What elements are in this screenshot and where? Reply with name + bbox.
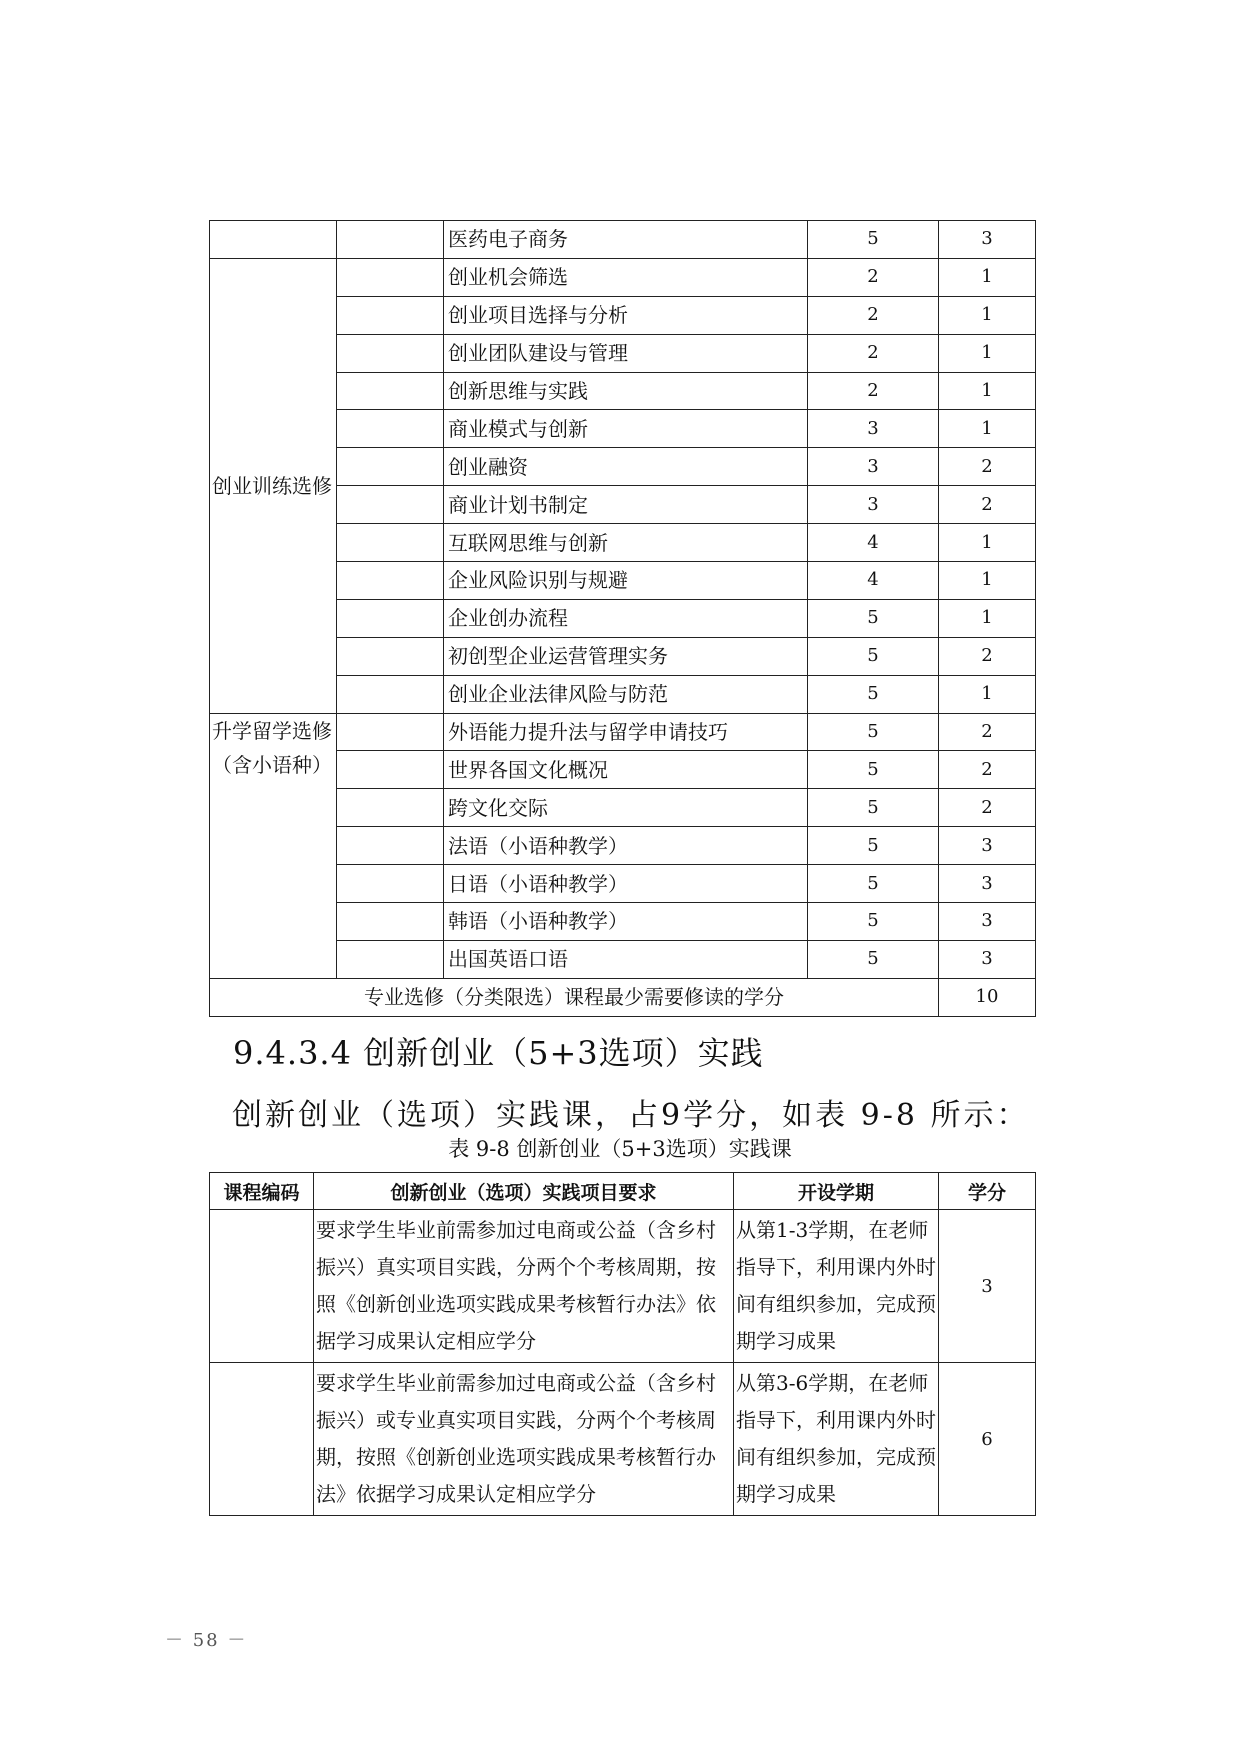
- semester-cell: 4: [808, 562, 939, 600]
- semester-cell: 2: [808, 372, 939, 410]
- total-row: [210, 978, 1036, 1016]
- credit-cell: 1: [939, 524, 1036, 562]
- header-semester: 开设学期: [734, 1173, 939, 1210]
- code-cell: [337, 486, 444, 524]
- course-name: 企业创办流程: [444, 599, 808, 637]
- table-row: [210, 258, 1036, 296]
- course-name: 外语能力提升法与留学申请技巧: [444, 713, 808, 751]
- code-cell: [337, 865, 444, 903]
- code-cell: [337, 296, 444, 334]
- course-name: 创业机会筛选: [444, 258, 808, 296]
- credit-cell: 1: [939, 562, 1036, 600]
- credit-cell: 3: [939, 221, 1036, 259]
- header-credit: 学分: [939, 1173, 1036, 1210]
- course-name: 日语（小语种教学）: [444, 865, 808, 903]
- course-name: 医药电子商务: [444, 221, 808, 259]
- course-name: 出国英语口语: [444, 940, 808, 978]
- code-cell: [337, 940, 444, 978]
- code-cell: [337, 221, 444, 259]
- category-startup-training: 创业训练选修: [210, 258, 337, 713]
- header-course-code: 课程编码: [210, 1173, 314, 1210]
- course-name: 法语（小语种教学）: [444, 827, 808, 865]
- semester-text: 从第3-6学期，在老师指导下，利用课内外时间有组织参加，完成预期学习成果: [736, 1371, 936, 1506]
- practice-course-table: [209, 1172, 1036, 1516]
- credit-cell: 2: [939, 751, 1036, 789]
- code-cell: [337, 258, 444, 296]
- credit-cell: 2: [939, 637, 1036, 675]
- page-number: － 58 －: [165, 1630, 248, 1651]
- credit-cell: 6: [939, 1363, 1036, 1516]
- semester-cell: 5: [808, 940, 939, 978]
- requirement-cell: [314, 1363, 734, 1516]
- semester-cell: 2: [808, 296, 939, 334]
- semester-cell: 5: [808, 675, 939, 713]
- course-code-cell: [210, 1210, 314, 1363]
- table-row: [210, 1363, 1036, 1516]
- credit-cell: 3: [939, 865, 1036, 903]
- table-header-row: [210, 1173, 1036, 1210]
- semester-text: 从第1-3学期，在老师指导下，利用课内外时间有组织参加，完成预期学习成果: [736, 1218, 936, 1353]
- course-name: 世界各国文化概况: [444, 751, 808, 789]
- course-name: 创业企业法律风险与防范: [444, 675, 808, 713]
- semester-cell: 5: [808, 865, 939, 903]
- course-name: 初创型企业运营管理实务: [444, 637, 808, 675]
- elective-course-table: [209, 220, 1036, 1017]
- semester-cell: 3: [808, 410, 939, 448]
- course-name: 创业融资: [444, 448, 808, 486]
- credit-cell: 1: [939, 296, 1036, 334]
- semester-cell: 5: [808, 637, 939, 675]
- credit-cell: 1: [939, 372, 1036, 410]
- semester-cell: 5: [808, 789, 939, 827]
- category-cell: [210, 221, 337, 259]
- semester-cell: 2: [808, 258, 939, 296]
- table-row: [210, 1210, 1036, 1363]
- code-cell: [337, 448, 444, 486]
- code-cell: [337, 789, 444, 827]
- credit-cell: 1: [939, 675, 1036, 713]
- semester-cell: [734, 1210, 939, 1363]
- course-name: 企业风险识别与规避: [444, 562, 808, 600]
- table-caption: 表 9-8 创新创业（5+3选项）实践课: [448, 1137, 792, 1161]
- credit-cell: 2: [939, 448, 1036, 486]
- semester-cell: 3: [808, 486, 939, 524]
- course-name: 创业团队建设与管理: [444, 334, 808, 372]
- section-paragraph: 创新创业（选项）实践课，占9学分，如表 9-8 所示：: [232, 1098, 1030, 1133]
- credit-cell: 3: [939, 827, 1036, 865]
- semester-cell: 5: [808, 751, 939, 789]
- section-heading: 9.4.3.4 创新创业（5+3选项）实践: [233, 1034, 764, 1072]
- credit-cell: 1: [939, 258, 1036, 296]
- total-credit-label: 专业选修（分类限选）课程最少需要修读的学分: [210, 978, 939, 1016]
- code-cell: [337, 410, 444, 448]
- credit-cell: 1: [939, 599, 1036, 637]
- course-name: 创新思维与实践: [444, 372, 808, 410]
- requirement-text: 要求学生毕业前需参加过电商或公益（含乡村振兴）真实项目实践，分两个个考核周期，按照《创新创业选项实践成果考核暂行办法》依据学习成果认定相应学分: [316, 1218, 716, 1353]
- semester-cell: 5: [808, 903, 939, 941]
- code-cell: [337, 751, 444, 789]
- code-cell: [337, 903, 444, 941]
- table-row: [210, 713, 1036, 751]
- credit-cell: 2: [939, 789, 1036, 827]
- category-further-study: 升学留学选修（含小语种）: [210, 713, 337, 978]
- code-cell: [337, 827, 444, 865]
- credit-cell: 2: [939, 486, 1036, 524]
- semester-cell: 5: [808, 713, 939, 751]
- course-name: 韩语（小语种教学）: [444, 903, 808, 941]
- credit-cell: 3: [939, 940, 1036, 978]
- requirement-text: 要求学生毕业前需参加过电商或公益（含乡村振兴）或专业真实项目实践，分两个个考核周期，按照《创新创业选项实践成果考核暂行办法》依据学习成果认定相应学分: [316, 1371, 716, 1506]
- course-name: 商业模式与创新: [444, 410, 808, 448]
- semester-cell: 3: [808, 448, 939, 486]
- semester-cell: 5: [808, 221, 939, 259]
- header-requirement: 创新创业（选项）实践项目要求: [314, 1173, 734, 1210]
- semester-cell: [734, 1363, 939, 1516]
- course-name: 互联网思维与创新: [444, 524, 808, 562]
- course-code-cell: [210, 1363, 314, 1516]
- credit-cell: 1: [939, 334, 1036, 372]
- semester-cell: 4: [808, 524, 939, 562]
- total-credit-value: 10: [939, 978, 1036, 1016]
- credit-cell: 2: [939, 713, 1036, 751]
- code-cell: [337, 675, 444, 713]
- semester-cell: 5: [808, 827, 939, 865]
- credit-cell: 1: [939, 410, 1036, 448]
- credit-cell: 3: [939, 1210, 1036, 1363]
- code-cell: [337, 599, 444, 637]
- requirement-cell: [314, 1210, 734, 1363]
- code-cell: [337, 524, 444, 562]
- code-cell: [337, 334, 444, 372]
- code-cell: [337, 713, 444, 751]
- code-cell: [337, 637, 444, 675]
- table-row: [210, 221, 1036, 259]
- course-name: 创业项目选择与分析: [444, 296, 808, 334]
- code-cell: [337, 562, 444, 600]
- code-cell: [337, 372, 444, 410]
- semester-cell: 2: [808, 334, 939, 372]
- credit-cell: 3: [939, 903, 1036, 941]
- semester-cell: 5: [808, 599, 939, 637]
- course-name: 跨文化交际: [444, 789, 808, 827]
- course-name: 商业计划书制定: [444, 486, 808, 524]
